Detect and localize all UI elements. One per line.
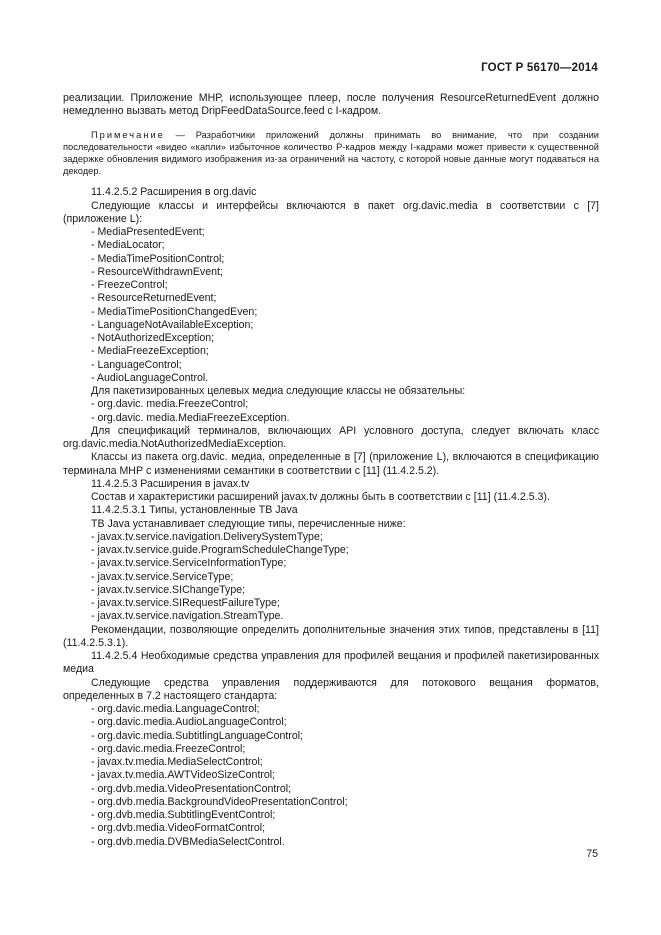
- list-item: - org.davic.media.AudioLanguageControl;: [63, 716, 599, 729]
- list-item: - FreezeControl;: [63, 279, 599, 292]
- list-item: - org.davic. media.FreezeControl;: [63, 398, 599, 411]
- list-item: - org.davic.media.LanguageControl;: [63, 703, 599, 716]
- subsection-heading: 11.4.2.5.3.1 Типы, установленные ТВ Java: [91, 504, 298, 517]
- list-item: - org.davic.media.FreezeControl;: [63, 743, 599, 756]
- paragraph: Следующие классы и интерфейсы включаются в пакет org.davic.media в соответствии с [7] (приложение L):: [63, 199, 599, 225]
- paragraph: Рекомендации, позволяющие определить дополнительные значения этих типов, представлены в [11] (11.4.2.5.3.1).: [63, 623, 599, 649]
- list-item: - MediaTimePositionControl;: [63, 253, 599, 266]
- list-item: - org.davic. media.MediaFreezeException.: [63, 412, 599, 425]
- list-item: - AudioLanguageControl.: [63, 372, 599, 385]
- paragraph: Следующие средства управления поддерживаются для потокового вещания форматов, определенных в 7.2 настоящего стандарта:: [63, 676, 599, 702]
- list-item: - MediaFreezeException;: [63, 345, 599, 358]
- list-item: - org.dvb.media.VideoPresentationControl;: [63, 783, 599, 796]
- paragraph: Для пакетизированных целевых медиа следующие классы не обязательны:: [91, 385, 466, 398]
- paragraph: Состав и характеристики расширений javax.tv должны быть в соответствии с [11] (11.4.2.5.3).: [91, 491, 550, 504]
- list-item: - org.dvb.media.BackgroundVideoPresentationControl;: [63, 796, 599, 809]
- list-item: - NotAuthorizedException;: [63, 332, 599, 345]
- list-item: - javax.tv.service.SIChangeType;: [63, 584, 599, 597]
- list-item: - javax.tv.service.ServiceInformationType;: [63, 557, 599, 570]
- paragraph: Для спецификаций терминалов, включающих API условного доступа, следует включать класс org.davic.media.NotAuthorizedMediaException.: [63, 424, 599, 451]
- list-item: - org.dvb.media.SubtitlingEventControl;: [63, 809, 599, 822]
- list-item: - javax.tv.service.navigation.DeliverySystemType;: [63, 531, 599, 544]
- list-item: - MediaTimePositionChangedEven;: [63, 306, 599, 319]
- list-item: - javax.tv.media.MediaSelectControl;: [63, 756, 599, 769]
- list-item: - javax.tv.media.AWTVideoSizeControl;: [63, 769, 599, 782]
- paragraph: Классы из пакета org.davic. медиа, определенные в [7] (приложение L), включаются в спецификацию терминала МНР с изменениями семантики в соответствии с [11] (11.4.2.5.2).: [63, 451, 599, 477]
- note-text: — Разработчики приложений должны принимать во внимание, что при создании последовательности «видео «капли» избыточное количество Р-кадров между I-кадрами может привести к существенной задержке обновления видимого изображения из-за ограничений на частоту, с которой новые данные могут подаваться на декодер.: [63, 129, 599, 177]
- intro-paragraph: реализации. Приложение МНР, использующее плеер, после получения ResourceReturnedEvent должно немедленно вызвать метод DripFeedDataSource.feed с I-кадром.: [63, 92, 599, 118]
- page-number: 75: [586, 848, 598, 860]
- list-item: - MediaLocator;: [63, 239, 599, 252]
- list-item: - ResourceReturnedEvent;: [63, 292, 599, 305]
- note-label: Примечание: [91, 129, 165, 140]
- list-item: - javax.tv.service.SIRequestFailureType;: [63, 597, 599, 610]
- section-heading: 11.4.2.5.4 Необходимые средства управления для профилей вещания и профилей пакетизированных медиа: [63, 650, 599, 676]
- list-item: - javax.tv.service.ServiceType;: [63, 571, 599, 584]
- list-item: - LanguageControl;: [63, 359, 599, 372]
- list-item: - LanguageNotAvailableException;: [63, 319, 599, 332]
- list-item: - org.dvb.media.VideoFormatControl;: [63, 822, 599, 835]
- list-item: - javax.tv.service.navigation.StreamType.: [63, 610, 599, 623]
- note-paragraph: [63, 129, 599, 178]
- paragraph: ТВ Java устанавливает следующие типы, перечисленные ниже:: [91, 517, 406, 530]
- section-heading: 11.4.2.5.3 Расширения в javax.tv: [91, 477, 250, 490]
- list-item: - org.dvb.media.DVBMediaSelectControl.: [63, 836, 599, 849]
- list-item: - MediaPresentedEvent;: [63, 226, 599, 239]
- section-heading: 11.4.2.5.2 Расширения в org.davic: [91, 186, 257, 199]
- list-item: - ResourceWithdrawnEvent;: [63, 266, 599, 279]
- list-item: - org.davic.media.SubtitlingLanguageControl;: [63, 730, 599, 743]
- list-item: - javax.tv.service.guide.ProgramScheduleChangeType;: [63, 544, 599, 557]
- document-header: ГОСТ Р 56170—2014: [481, 62, 598, 74]
- document-body: [63, 92, 599, 849]
